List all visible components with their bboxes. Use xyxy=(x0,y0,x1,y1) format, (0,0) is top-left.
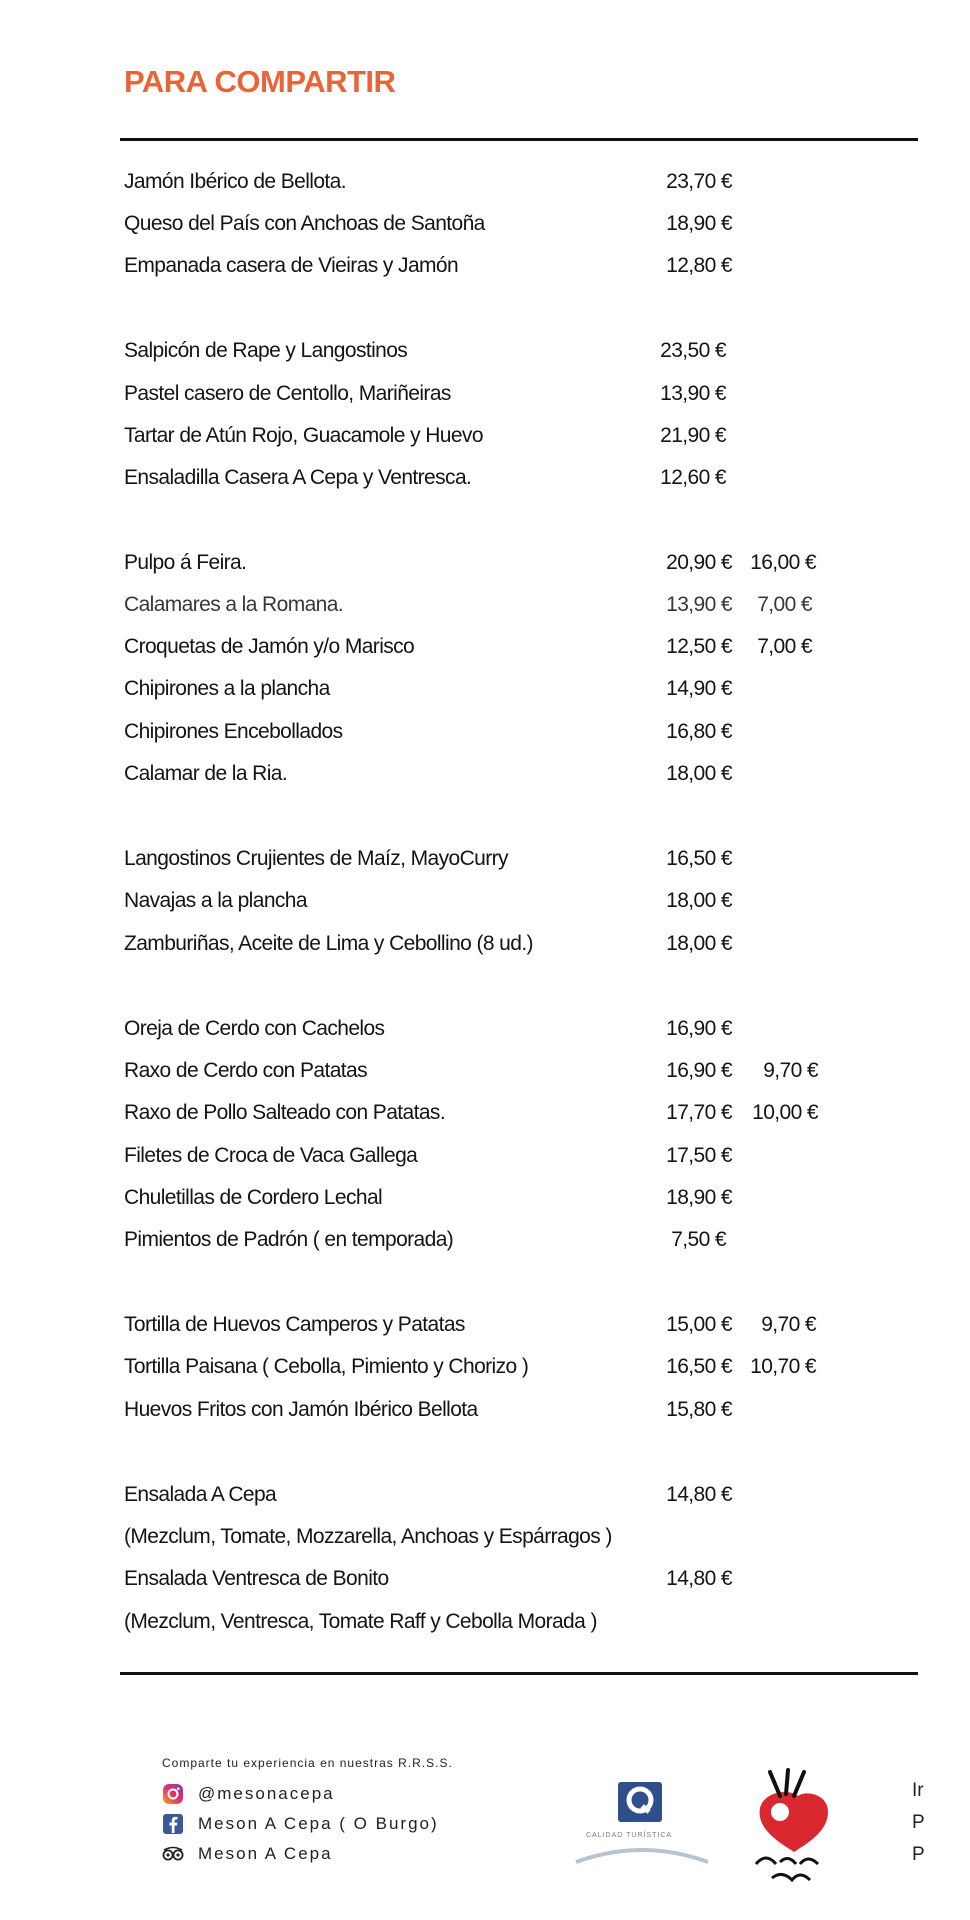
menu-item-price: 16,90 € xyxy=(666,1059,732,1082)
menu-item-price: 14,80 € xyxy=(666,1567,732,1590)
section-title: PARA COMPARTIR xyxy=(124,64,396,99)
menu-item-price: 7,50 € xyxy=(671,1228,726,1251)
menu-item-price: 21,90 € xyxy=(660,424,726,447)
menu-item-name: Raxo de Pollo Salteado con Patatas. xyxy=(124,1101,446,1124)
facebook-icon xyxy=(162,1813,184,1835)
menu-item-name: Oreja de Cerdo con Cachelos xyxy=(124,1017,385,1040)
menu-item-name: Ensalada Ventresca de Bonito xyxy=(124,1567,389,1590)
menu-item-name: Filetes de Croca de Vaca Gallega xyxy=(124,1144,418,1167)
menu-item-price: 16,50 € xyxy=(666,847,732,870)
menu-item-price: 14,80 € xyxy=(666,1483,732,1506)
menu-item-name: Croquetas de Jamón y/o Marisco xyxy=(124,635,415,658)
menu-item-price: 15,00 € xyxy=(666,1313,732,1336)
calidad-turistica-logo xyxy=(572,1778,712,1874)
menu-item-name: Navajas a la plancha xyxy=(124,889,307,912)
menu-item-price: 20,90 € xyxy=(666,551,732,574)
menu-item-price: 12,60 € xyxy=(660,466,726,489)
menu-item-price: 12,80 € xyxy=(666,254,732,277)
menu-item-name: Calamar de la Ria. xyxy=(124,762,288,785)
menu-item-price: 18,90 € xyxy=(666,1186,732,1209)
menu-item-price: 17,50 € xyxy=(666,1144,732,1167)
acepa-na-casa-logo xyxy=(742,1766,840,1890)
menu-item-name: Chipirones a la plancha xyxy=(124,677,330,700)
menu-item-name: Jamón Ibérico de Bellota. xyxy=(124,170,346,193)
menu-item-price: 18,00 € xyxy=(666,889,732,912)
menu-item-half-price: 16,00 € xyxy=(750,551,816,574)
menu-item-name: Ensalada A Cepa xyxy=(124,1483,277,1506)
menu-item-price: 15,80 € xyxy=(666,1398,732,1421)
instagram-row[interactable] xyxy=(162,1782,335,1806)
menu-item-name: Langostinos Crujientes de Maíz, MayoCurry xyxy=(124,847,508,870)
menu-item-description: (Mezclum, Tomate, Mozzarella, Anchoas y Espárragos ) xyxy=(124,1525,612,1548)
menu-item-half-price: 7,00 € xyxy=(757,593,812,616)
top-divider xyxy=(120,138,918,141)
tripadvisor-page[interactable]: Meson A Cepa xyxy=(198,1844,333,1863)
cutoff-text: P xyxy=(912,1844,925,1865)
menu-item-price: 18,90 € xyxy=(666,212,732,235)
menu-item-price: 18,00 € xyxy=(666,932,732,955)
menu-item-name: Ensaladilla Casera A Cepa y Ventresca. xyxy=(124,466,472,489)
share-caption: Comparte tu experiencia en nuestras R.R.S.S. xyxy=(162,1756,453,1770)
menu-item-name: Zamburiñas, Aceite de Lima y Cebollino (8 ud.) xyxy=(124,932,533,955)
menu-item-half-price: 10,70 € xyxy=(750,1355,816,1378)
menu-item-price: 16,50 € xyxy=(666,1355,732,1378)
menu-item-price: 12,50 € xyxy=(666,635,732,658)
menu-item-name: Raxo de Cerdo con Patatas xyxy=(124,1059,367,1082)
menu-item-half-price: 9,70 € xyxy=(763,1059,818,1082)
instagram-icon xyxy=(162,1783,184,1805)
menu-item-name: Queso del País con Anchoas de Santoña xyxy=(124,212,485,235)
menu-item-half-price: 9,70 € xyxy=(761,1313,816,1336)
menu-item-name: Huevos Fritos con Jamón Ibérico Bellota xyxy=(124,1398,478,1421)
cutoff-text: Ir xyxy=(912,1780,924,1801)
menu-item-price: 14,90 € xyxy=(666,677,732,700)
menu-item-name: Tortilla de Huevos Camperos y Patatas xyxy=(124,1313,465,1336)
instagram-handle[interactable]: @mesonacepa xyxy=(198,1784,335,1803)
tripadvisor-icon xyxy=(162,1843,184,1865)
quality-label: CALIDAD TURÍSTICA xyxy=(586,1832,673,1839)
menu-item-price: 18,00 € xyxy=(666,762,732,785)
menu-item-price: 16,80 € xyxy=(666,720,732,743)
menu-item-price: 17,70 € xyxy=(666,1101,732,1124)
bottom-divider xyxy=(120,1672,918,1675)
facebook-row[interactable] xyxy=(162,1812,439,1836)
cutoff-text: P xyxy=(912,1812,925,1833)
menu-item-name: Pimientos de Padrón ( en temporada) xyxy=(124,1228,454,1251)
menu-item-name: Pulpo á Feira. xyxy=(124,551,247,574)
menu-item-name: Calamares a la Romana. xyxy=(124,593,344,616)
menu-item-half-price: 10,00 € xyxy=(752,1101,818,1124)
menu-item-half-price: 7,00 € xyxy=(757,635,812,658)
tripadvisor-row[interactable] xyxy=(162,1842,333,1866)
menu-item-name: Chuletillas de Cordero Lechal xyxy=(124,1186,383,1209)
menu-item-name: Tortilla Paisana ( Cebolla, Pimiento y Chorizo ) xyxy=(124,1355,529,1378)
menu-item-price: 23,50 € xyxy=(660,339,726,362)
menu-item-price: 13,90 € xyxy=(660,382,726,405)
menu-item-name: Empanada casera de Vieiras y Jamón xyxy=(124,254,459,277)
menu-item-name: Chipirones Encebollados xyxy=(124,720,343,743)
facebook-page[interactable]: Meson A Cepa ( O Burgo) xyxy=(198,1814,439,1833)
menu-item-name: Salpicón de Rape y Langostinos xyxy=(124,339,408,362)
menu-item-price: 13,90 € xyxy=(666,593,732,616)
menu-item-price: 16,90 € xyxy=(666,1017,732,1040)
menu-item-name: Pastel casero de Centollo, Mariñeiras xyxy=(124,382,451,405)
menu-item-description: (Mezclum, Ventresca, Tomate Raff y Cebolla Morada ) xyxy=(124,1610,597,1633)
menu-item-price: 23,70 € xyxy=(666,170,732,193)
menu-item-name: Tartar de Atún Rojo, Guacamole y Huevo xyxy=(124,424,483,447)
